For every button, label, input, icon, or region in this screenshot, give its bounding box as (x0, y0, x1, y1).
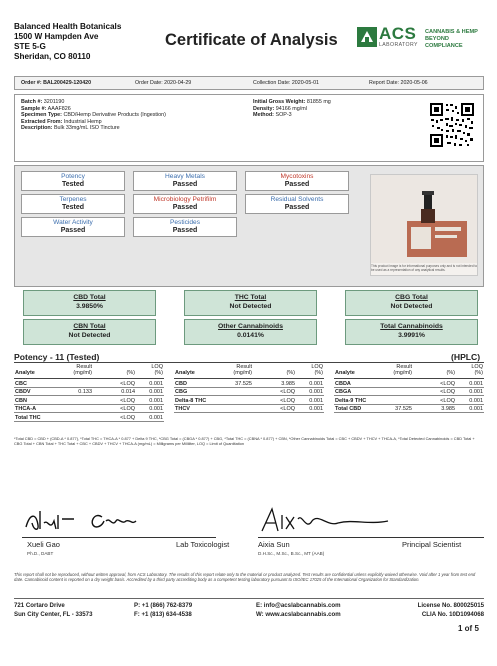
header-result-unit: (mg/ml) (233, 370, 252, 377)
header-analyte: Analyte (175, 370, 195, 377)
acs-logo (357, 26, 487, 52)
table-row (14, 413, 164, 422)
analyte-name: THCV (175, 406, 190, 412)
table-row (14, 396, 164, 405)
description-value: Bulk 33mg/mL ISO Tincture (53, 125, 120, 132)
loq-value: 0.001 (309, 397, 323, 404)
test-potency (21, 171, 125, 191)
extracted-from-value: Industrial Hemp (63, 118, 102, 125)
header-result (73, 365, 92, 377)
logo-tagline (425, 29, 487, 50)
analyte-name: CBC (15, 380, 27, 387)
result-mg-ml: 37.525 (395, 406, 412, 412)
table-row (334, 396, 484, 405)
lab-fax-number: F: +1 (813) 634-4538 (134, 610, 192, 618)
test-label: Potency (61, 173, 85, 180)
collection-date: Collection Date: 2020-05-01 (253, 80, 319, 86)
loq-value: 0.001 (309, 380, 323, 387)
test-label: Mycotoxins (280, 173, 314, 180)
client-street: 1500 W Hampden Ave (14, 32, 99, 41)
test-label: Terpenes (59, 196, 87, 203)
signer-name-2: Aixia Sun (258, 540, 290, 549)
header-loq-unit: (%) (314, 370, 323, 377)
loq-value: 0.001 (149, 414, 163, 421)
summary-value: 3.9850% (76, 302, 103, 310)
potency-table-header (334, 363, 484, 379)
result-percent: <LOQ (440, 389, 455, 395)
product-photo (370, 174, 478, 276)
table-row (14, 379, 164, 388)
header-analyte: Analyte (335, 370, 355, 377)
header-loq (151, 365, 163, 377)
test-result: Tested (61, 204, 85, 211)
density-value: 94166 mg/ml (275, 105, 307, 112)
gross-weight-label: Initial Gross Weight: (253, 99, 306, 105)
potency-table-header (174, 363, 324, 379)
loq-value: 0.001 (469, 397, 483, 404)
sample-details-right (253, 99, 331, 119)
signer-title-1: Lab Toxicologist (176, 540, 230, 549)
tests-panel (14, 165, 484, 287)
test-result: Passed (60, 227, 86, 234)
table-row (174, 396, 324, 405)
header-result (393, 365, 412, 377)
test-result: Passed (172, 181, 198, 188)
order-info-bar (14, 76, 484, 90)
result-percent: <LOQ (120, 414, 135, 421)
description-label: Description: (21, 125, 53, 132)
header-loq (471, 365, 483, 377)
table-row (334, 388, 484, 397)
lab-street: 721 Cortaro Drive (14, 602, 65, 609)
summary-label: THC Total (234, 294, 267, 301)
summary-label: CBN Total (73, 323, 106, 330)
analyte-name: Delta-9 THC (335, 397, 367, 404)
result-percent: 3.985 (281, 380, 295, 387)
method-value: SOP-3 (275, 112, 292, 119)
summary-thc-total (184, 290, 317, 316)
analyte-name: Delta-8 THC (175, 397, 207, 404)
qr-code-icon[interactable] (429, 102, 475, 148)
result-percent: <LOQ (120, 397, 135, 404)
loq-value: 0.001 (469, 380, 483, 387)
summary-cbd-total (23, 290, 156, 316)
header-loq-unit: (%) (474, 370, 483, 377)
header-percent: (%) (286, 370, 295, 377)
footer-divider (14, 598, 484, 599)
analyte-name: Total THC (15, 414, 41, 421)
result-mg-ml: 37.525 (235, 380, 252, 387)
summary-value: 3.9991% (398, 331, 425, 339)
test-result: Passed (284, 181, 310, 188)
test-water-activity (21, 217, 125, 237)
header-loq (311, 365, 323, 377)
result-percent: <LOQ (120, 380, 135, 387)
header-result (233, 365, 252, 377)
report-date: Report Date: 2020-05-06 (369, 80, 428, 86)
loq-value: 0.001 (309, 406, 323, 412)
loq-value: 0.001 (149, 380, 163, 387)
specimen-type-label: Specimen Type: (21, 112, 62, 119)
result-percent: 3.985 (441, 406, 455, 412)
client-suite: STE 5-G (14, 42, 46, 51)
logo-laboratory-text: LABORATORY (379, 42, 418, 48)
lab-contact (256, 602, 341, 619)
result-percent: <LOQ (440, 380, 455, 387)
clia-number: CLIA No. 10D1094068 (421, 610, 484, 618)
sample-info-box (14, 94, 484, 162)
signer-credentials-2: D.H.Sc., M.Sc., B.Sc., MT (AAB) (258, 551, 325, 556)
signature-sun-image (258, 505, 398, 535)
lab-website-link[interactable]: W: www.acslabcannabis.com (256, 610, 341, 618)
header-loq-label: LOQ (151, 364, 163, 371)
summary-label: Total Cannabinoids (380, 323, 443, 330)
table-row (174, 388, 324, 397)
test-terpenes (21, 194, 125, 214)
summary-total-cannabinoids (345, 319, 478, 345)
potency-method: (HPLC) (451, 352, 481, 362)
test-label: Pesticides (169, 219, 201, 226)
table-row (334, 405, 484, 414)
document-title: Certificate of Analysis (165, 31, 338, 49)
result-percent: <LOQ (440, 397, 455, 404)
client-name: Balanced Health Botanicals (14, 22, 122, 31)
signer-credentials-1: Ph.D., DABT (27, 551, 54, 556)
potency-table (174, 363, 324, 413)
logo-tagline-1: CANNABIS & HEMP (425, 29, 478, 35)
test-result: Passed (284, 204, 310, 211)
logo-mark-icon (357, 27, 377, 47)
photo-caption: This product image is for informational purposes only and is not intended to be used as a representation of any analytical results. (371, 264, 478, 272)
signature-gao-image (22, 505, 172, 535)
page-number: 1 of 5 (458, 624, 479, 633)
lab-licenses (390, 602, 484, 619)
analyte-name: CBDA (335, 380, 351, 387)
test-microbiology (133, 194, 237, 214)
signature-line-right (258, 537, 484, 538)
header-loq-unit: (%) (154, 370, 163, 377)
test-label: Heavy Metals (165, 173, 205, 180)
signer-name-1: Xueli Gao (27, 540, 60, 549)
result-percent: <LOQ (280, 406, 295, 412)
analyte-name: CBG (175, 389, 188, 395)
extracted-from-label: Extracted From: (21, 118, 63, 125)
header-result-label: Result (396, 364, 412, 371)
analyte-name: CBN (15, 397, 27, 404)
header-result-unit: (mg/ml) (393, 370, 412, 377)
result-percent: <LOQ (280, 397, 295, 404)
header-result-label: Result (236, 364, 252, 371)
potency-table (334, 363, 484, 413)
order-date: Order Date: 2020-04-29 (135, 80, 192, 86)
sample-details-left (21, 99, 166, 132)
analyte-name: THCA-A (15, 406, 37, 412)
test-label: Water Activity (53, 219, 93, 226)
table-row (14, 388, 164, 397)
legal-disclaimer: This report shall not be reproduced, without written approval, from ACS Laboratory. The results of this report relate only to the material or product analyzed. Test results are confidential unless explicitly waived otherwise. Void after 1 year from test end date. Cannabinoid content is reported on a dry weight basis. Accredited by a third party accrediting body as a competent testing laboratory pursuant to ISO/IEC 17025 of the International Organization for Standardization. (14, 572, 476, 583)
result-percent: <LOQ (280, 389, 295, 395)
license-number: License No. 800025015 (417, 602, 484, 609)
gross-weight-value: 81855 mg (306, 99, 331, 105)
header-percent: (%) (446, 370, 455, 377)
summary-label: CBD Total (73, 294, 106, 301)
table-row (334, 379, 484, 388)
summary-other-cannabinoids (184, 319, 317, 345)
summary-value: Not Detected (68, 331, 111, 339)
loq-value: 0.001 (149, 397, 163, 404)
signature-line-left (22, 537, 216, 538)
method-label: Method: (253, 112, 274, 119)
potency-table-header (14, 363, 164, 379)
logo-tagline-2: BEYOND COMPLIANCE (425, 36, 463, 49)
header-analyte: Analyte (15, 370, 35, 377)
test-heavy-metals (133, 171, 237, 191)
test-pesticides (133, 217, 237, 237)
test-result: Passed (172, 204, 198, 211)
test-residual-solvents (245, 194, 349, 214)
summary-cbn-total (23, 319, 156, 345)
table-row (174, 405, 324, 414)
header-loq-label: LOQ (311, 364, 323, 371)
lab-address (14, 602, 92, 619)
client-address (14, 22, 121, 62)
result-mg-ml: 0.133 (78, 389, 92, 395)
result-percent: 0.014 (121, 389, 135, 395)
header-loq-label: LOQ (471, 364, 483, 371)
test-label: Microbiology Petrifilm (153, 196, 217, 203)
summary-value: 0.0141% (237, 331, 264, 339)
potency-table (14, 363, 164, 422)
summary-value: Not Detected (229, 302, 272, 310)
test-result: Tested (61, 181, 85, 188)
sample-label: Sample #: (21, 105, 47, 112)
potency-footnote: *Total CBD = CBD + (CBD-A * 0.877), *Total THC = THCA-A * 0.877 + Delta 9 THC, *CBG Total = (CBGA * 0.877) + CBG, *Total THC = (CBNA * 0.877) + CBN, *Other Cannabinoids Total = CBC + CBDV + THCV + THCA-A, *Total Detected Cannabinoids = CBD Total + CBG Total + CBN Total + THC Total + CBC + CBDV + THCV + THCA-A (mg/mL) = Milligrams per Milliliter, LOQ = Limit of Quantitation (14, 436, 475, 446)
header-percent: (%) (126, 370, 135, 377)
analyte-name: CBDV (15, 389, 31, 395)
order-number: Order #: BAL200429-120420 (21, 80, 92, 86)
density-label: Density: (253, 105, 275, 112)
loq-value: 0.001 (469, 389, 483, 395)
signer-title-2: Principal Scientist (402, 540, 462, 549)
loq-value: 0.001 (149, 406, 163, 412)
test-result: Passed (172, 227, 198, 234)
test-label: Residual Solvents (270, 196, 324, 203)
lab-phone (134, 602, 192, 619)
loq-value: 0.001 (469, 406, 483, 412)
logo-acs-text: ACS (379, 24, 417, 43)
table-row (174, 379, 324, 388)
table-row (14, 405, 164, 414)
lab-email-link[interactable]: E: info@acslabcannabis.com (256, 602, 341, 609)
summary-label: Other Cannabinoids (218, 323, 283, 330)
analyte-name: CBGA (335, 389, 352, 395)
header-result-label: Result (76, 364, 92, 371)
batch-value: 3201190 (43, 99, 65, 105)
analyte-name: Total CBD (335, 406, 362, 412)
summary-label: CBG Total (395, 294, 428, 301)
batch-label: Batch #: (21, 99, 43, 105)
summary-value: Not Detected (390, 302, 433, 310)
loq-value: 0.001 (149, 389, 163, 395)
lab-city: Sun City Center, FL - 33573 (14, 610, 93, 618)
client-city: Sheridan, CO 80110 (14, 52, 91, 61)
loq-value: 0.001 (309, 389, 323, 395)
test-mycotoxins (245, 171, 349, 191)
result-percent: <LOQ (120, 406, 135, 412)
sample-value: AAAF826 (47, 105, 71, 112)
lab-phone-number: P: +1 (866) 762-8379 (134, 602, 193, 609)
tincture-bottle-image (371, 175, 477, 263)
analyte-name: CBD (175, 380, 187, 387)
header-result-unit: (mg/ml) (73, 370, 92, 377)
specimen-type-value: CBD/Hemp Derivative Products (Ingestion) (63, 112, 166, 119)
potency-title: Potency - 11 (Tested) (14, 352, 100, 362)
summary-cbg-total (345, 290, 478, 316)
